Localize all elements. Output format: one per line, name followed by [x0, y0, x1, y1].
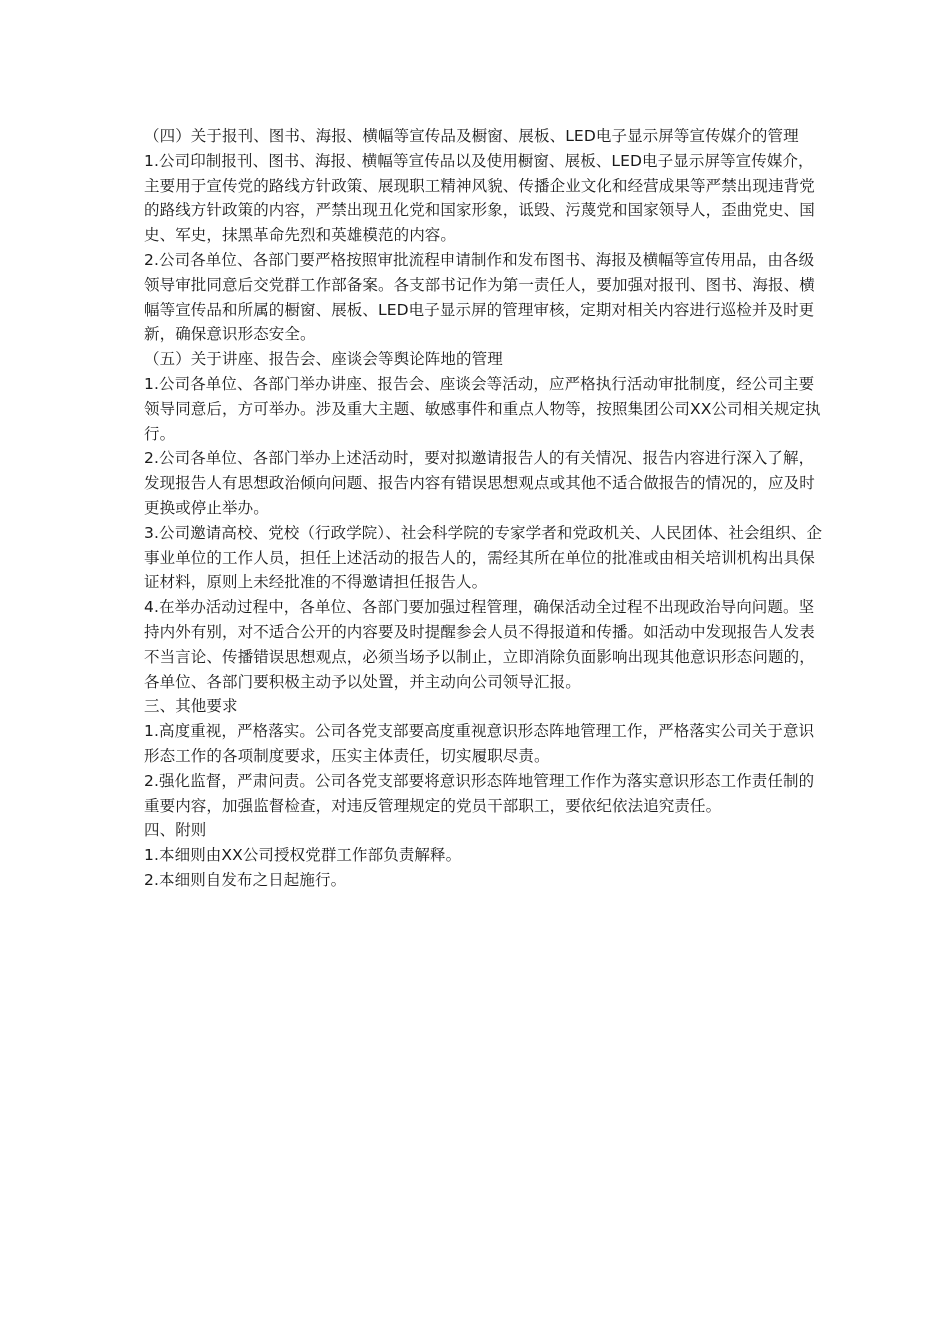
section-heading-4: （四）关于报刊、图书、海报、横幅等宣传品及橱窗、展板、LED电子显示屏等宣传媒介的管理: [144, 127, 799, 145]
paragraph: 1.公司印制报刊、图书、海报、横幅等宣传品以及使用橱窗、展板、LED电子显示屏等宣传媒介，主要用于宣传党的路线方针政策、展现职工精神风貌、传播企业文化和经营成果等严禁出现违背党的路线方针政策的内容，严禁出现丑化党和国家形象，诋毁、污蔑党和国家领导人，歪曲党史、国史、军史，抹黑革命先烈和英雄模范的内容。: [144, 151, 815, 245]
paragraph: 1.本细则由XX公司授权党群工作部负责解释。: [144, 846, 462, 865]
paragraph: 2.公司各单位、各部门要严格按照审批流程申请制作和发布图书、海报及横幅等宣传用品，由各级领导审批同意后交党群工作部备案。各支部书记作为第一责任人，要加强对报刊、图书、海报、横幅等宣传品和所属的橱窗、展板、LED电子显示屏的管理审核，定期对相关内容进行巡检并及时更新，确保意识形态安全。: [144, 250, 815, 344]
paragraph: 2.本细则自发布之日起施行。: [144, 870, 347, 889]
document-body: [144, 124, 824, 893]
paragraph: 4.在举办活动过程中，各单位、各部门要加强过程管理，确保活动全过程不出现政治导向问题。坚持内外有别，对不适合公开的内容要及时提醒参会人员不得报道和传播。如活动中发现报告人发表不当言论、传播错误思想观点，必须当场予以制止，立即消除负面影响出现其他意识形态问题的，各单位、各部门要积极主动予以处置，并主动向公司领导汇报。: [144, 598, 815, 691]
section-heading-other-requirements: 三、其他要求: [144, 697, 238, 716]
section-heading-supplementary: 四、附则: [144, 821, 207, 840]
section-heading-5: （五）关于讲座、报告会、座谈会等舆论阵地的管理: [144, 350, 503, 369]
paragraph: 1.公司各单位、各部门举办讲座、报告会、座谈会等活动，应严格执行活动审批制度，经公司主要领导同意后，方可举办。涉及重大主题、敏感事件和重点人物等，按照集团公司XX公司相关规定执行。: [144, 374, 821, 443]
paragraph: 3.公司邀请高校、党校（行政学院）、社会科学院的专家学者和党政机关、人民团体、社会组织、企事业单位的工作人员，担任上述活动的报告人的，需经其所在单位的批准或由相关培训机构出具保证材料，原则上未经批准的不得邀请担任报告人。: [144, 523, 823, 592]
paragraph: 1.高度重视，严格落实。公司各党支部要高度重视意识形态阵地管理工作，严格落实公司关于意识形态工作的各项制度要求，压实主体责任，切实履职尽责。: [144, 722, 815, 765]
paragraph: 2.强化监督，严肃问责。公司各党支部要将意识形态阵地管理工作作为落实意识形态工作责任制的重要内容，加强监督检查，对违反管理规定的党员干部职工，要依纪依法追究责任。: [144, 771, 815, 815]
paragraph: 2.公司各单位、各部门举办上述活动时，要对拟邀请报告人的有关情况、报告内容进行深入了解，发现报告人有思想政治倾向问题、报告内容有错误思想观点或其他不适合做报告的情况的，应及时更换或停止举办。: [144, 449, 815, 517]
